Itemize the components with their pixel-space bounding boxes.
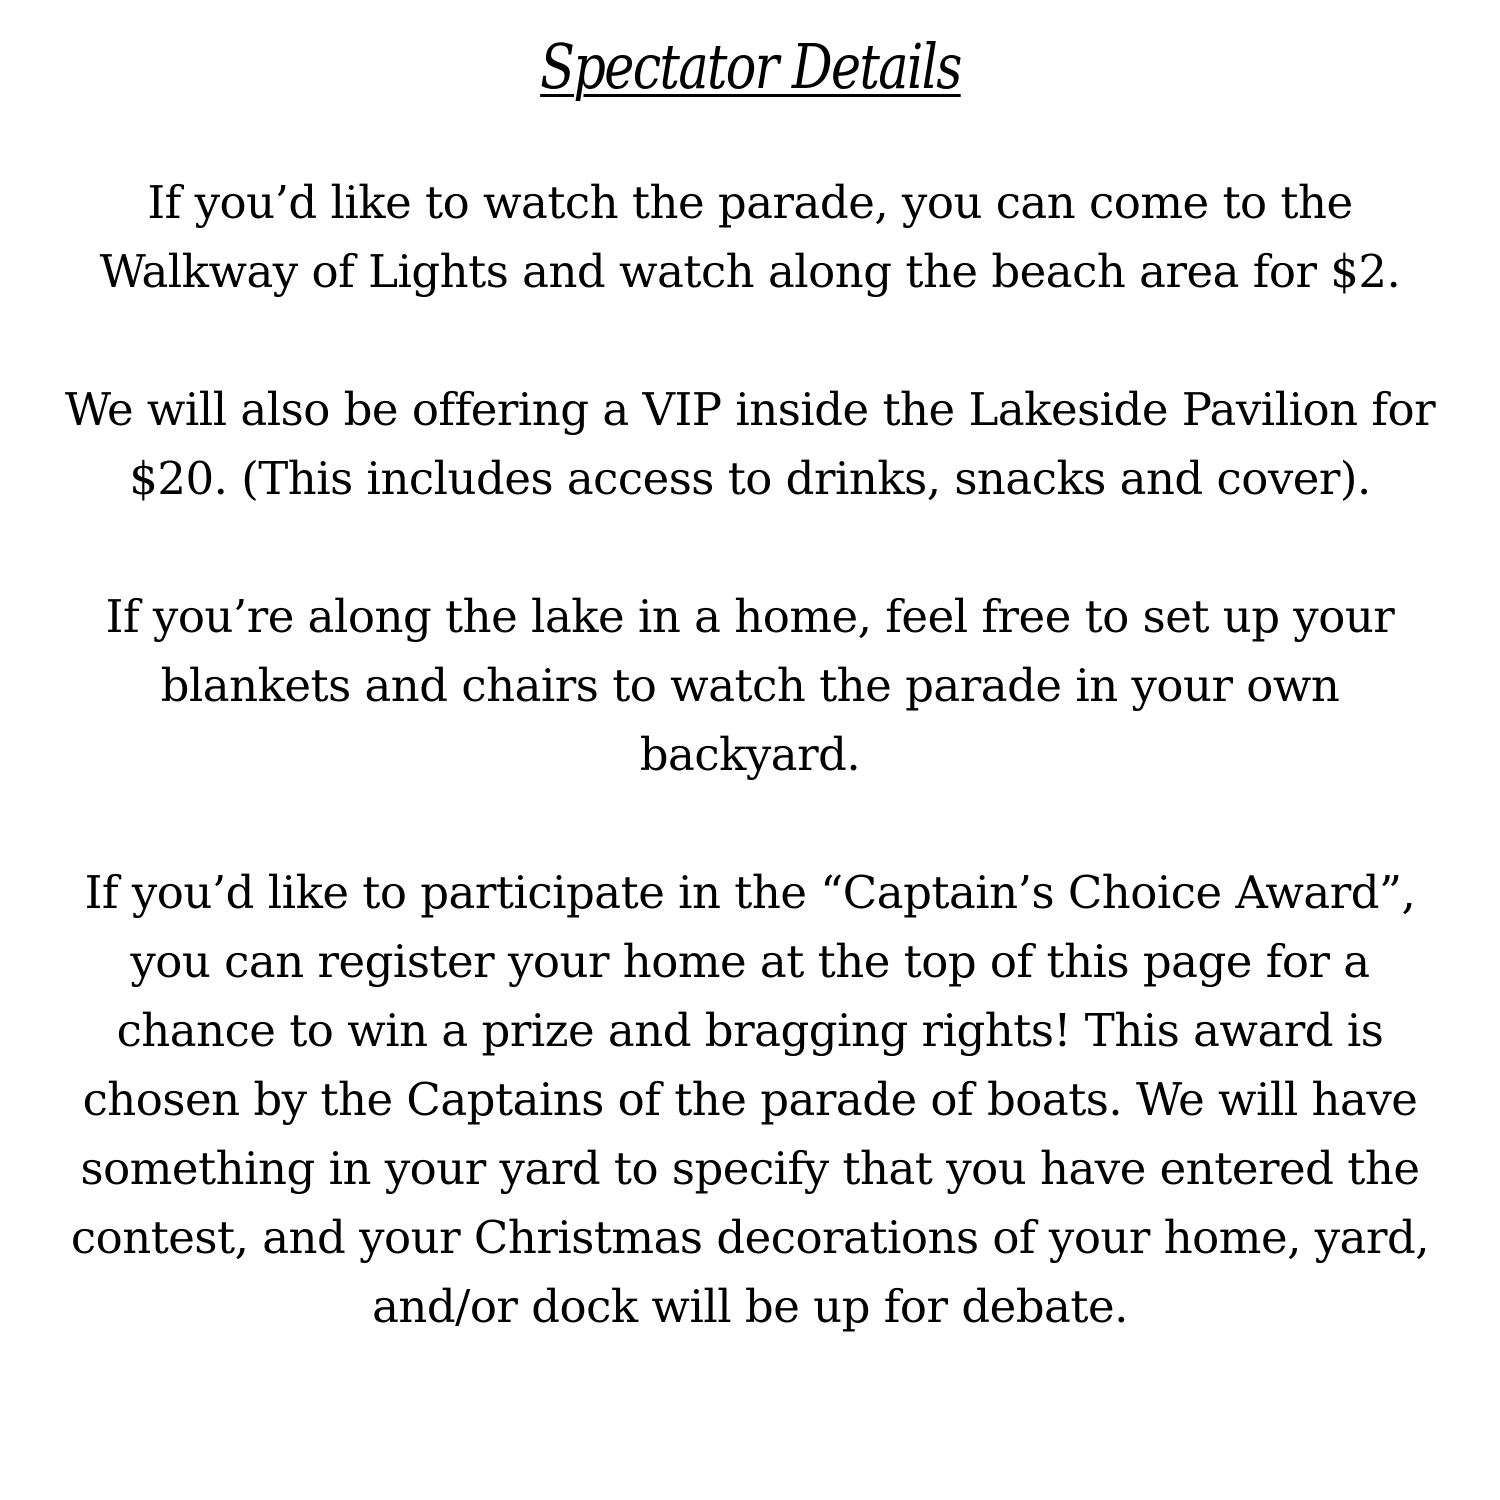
page-title — [0, 24, 1500, 110]
paragraph-vip-pavilion: We will also be offering a VIP inside the Lakeside Pavilion for $20. (This includes access to drinks, snacks and cover). — [64, 383, 1436, 505]
paragraph-captains-choice-award: If you’d like to participate in the “Captain’s Choice Award”, you can register your home at the top of this page for a chance to win a prize and bragging rights! This award is chosen by the Captains of the parade of boats. We will have something in your yard to specify that you have entered the contest, and your Christmas decorations of your home, yard, and/or dock will be up for debate. — [70, 866, 1430, 1333]
page-title-text: Spectator Details — [539, 30, 961, 103]
content-body — [60, 168, 1440, 1410]
paragraph-home-viewing: If you’re along the lake in a home, feel free to set up your blankets and chairs to watch the parade in your own backyard. — [105, 590, 1395, 781]
paragraph-watch-parade: If you’d like to watch the parade, you can come to the Walkway of Lights and watch along the beach area for $2. — [99, 176, 1401, 298]
